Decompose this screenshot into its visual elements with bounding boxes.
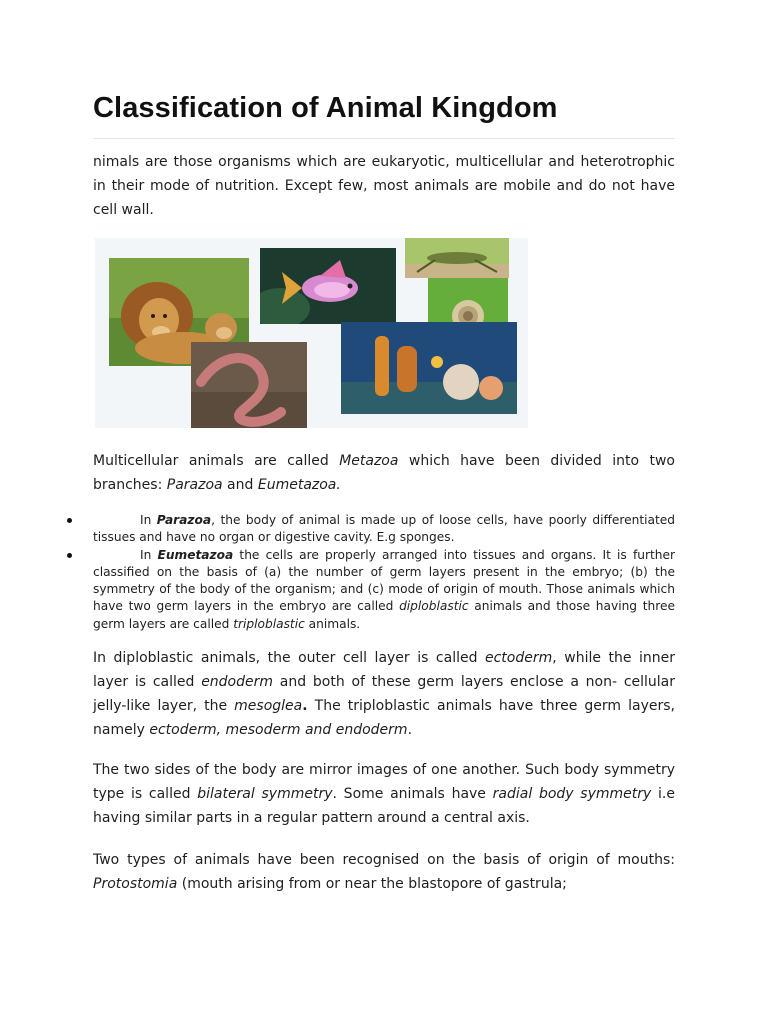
- list-item: In Eumetazoa the cells are properly arranged into tissues and organs. It is further classified on the basis of (a) the number of germ layers present in the embryo; (b) the symmetry of the body of the organism; and (c) mode of origin of mouth. Those animals which have two germ layers in the embryo are called diploblastic animals and those having three germ layers are called triploblastic animals.: [93, 547, 675, 633]
- title-divider: [93, 138, 675, 139]
- symmetry-paragraph: The two sides of the body are mirror images of one another. Such body symmetry type is called bilateral symmetry. Some animals have radial body symmetry i.e having similar parts in a regular pattern around a central axis.: [93, 762, 675, 826]
- germ-layer-paragraph: In diploblastic animals, the outer cell layer is called ectoderm, while the inner layer is called endoderm and both of these germ layers enclose a non- cellular jelly-like layer, the mesoglea. The triploblastic animals have three germ layers, namely ectoderm, mesoderm and endoderm.: [93, 650, 676, 738]
- list-item: In Parazoa, the body of animal is made up of loose cells, have poorly differentiated tissues and have no organ or digestive cavity. E.g sponges.: [93, 512, 675, 547]
- bullet-icon: [67, 518, 72, 523]
- term-metazoa: Metazoa: [339, 453, 399, 469]
- term-eumetazoa: Eumetazoa.: [257, 477, 341, 493]
- fish-photo: [260, 248, 396, 324]
- page-title: Classification of Animal Kingdom: [93, 92, 558, 124]
- coral-reef-photo: [341, 322, 517, 414]
- term-parazoa: Parazoa: [166, 477, 223, 493]
- earthworm-photo: [191, 342, 307, 428]
- grasshopper-photo: [405, 238, 509, 278]
- mouth-origin-paragraph: Two types of animals have been recognised on the basis of origin of mouths: Protostomia (mouth arising from or near the blastopore of gastrula;: [93, 852, 675, 892]
- intro-paragraph: nimals are those organisms which are eukaryotic, multicellular and heterotrophic in their mode of nutrition. Except few, most animals are mobile and do not have cell wall.: [93, 154, 675, 218]
- bullet-icon: [67, 553, 72, 558]
- animal-collage-image: [95, 238, 528, 428]
- branch-list: [93, 512, 675, 633]
- metazoa-paragraph: Multicellular animals are called Metazoa which have been divided into two branches: Parazoa and Eumetazoa.: [93, 453, 675, 493]
